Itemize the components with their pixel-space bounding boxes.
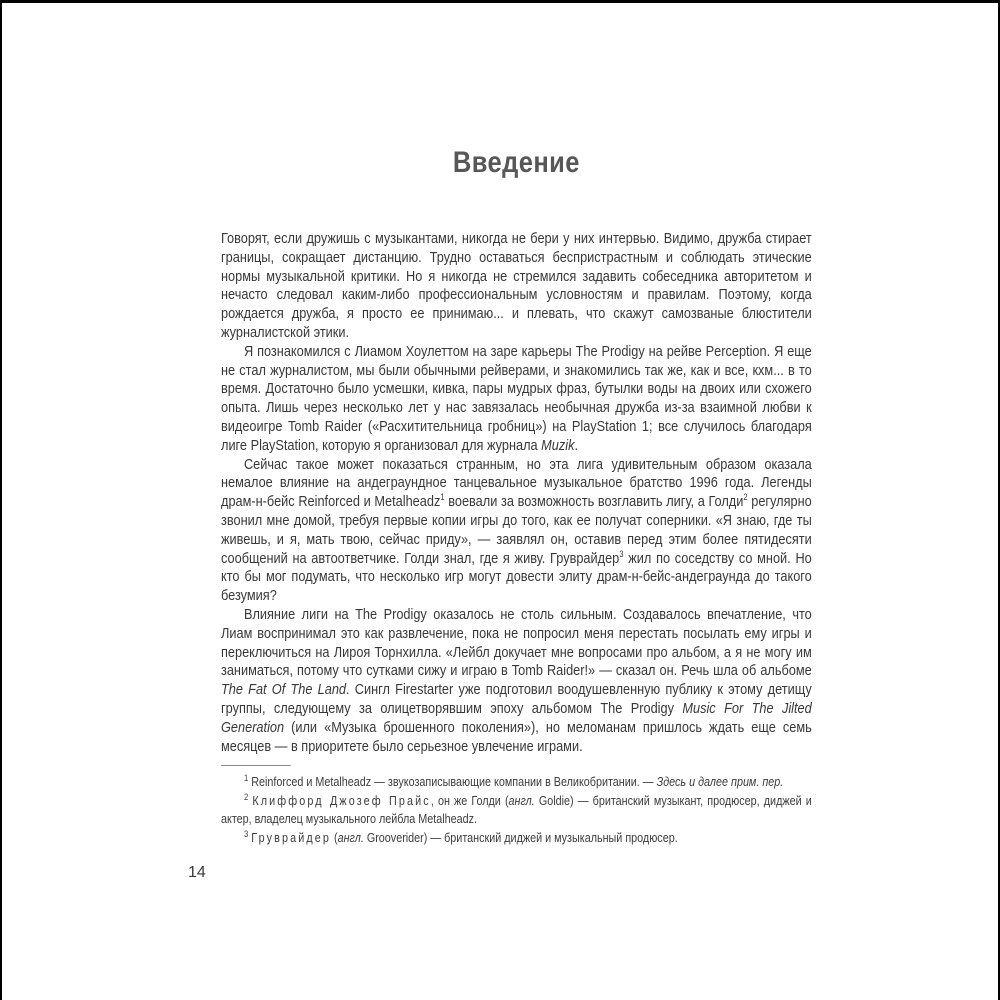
- chapter-title: Введение: [452, 146, 580, 179]
- text-run: Goldie) — британский музыкант, продюсер, диджей и актер, владелец музыкального лейбла Metalheadz.: [221, 793, 812, 827]
- paragraph: [221, 456, 812, 606]
- footnote-marker: 1: [243, 773, 249, 784]
- footnotes-list: [221, 773, 812, 847]
- text-run: воевали за возможность возглавить лигу, а Голди: [444, 493, 744, 511]
- page-number: 14: [188, 864, 206, 881]
- footnote-marker: 1: [440, 492, 445, 503]
- text-run: Я познакомился с Лиамом Хоулеттом на заре карьеры The Prodigy на рейве Perception. Я еще не стал журналистом, мы были обычными рейверами, и знакомились так же, как и все, кхм... в то время. Достаточно было усмешки, кивка, пары мудрых фраз, бутылки воды на двоих или схожего опыта. Лишь через несколько лет у нас завязалась необычная дружба из-за взаимной любви к видеоигре Tomb Raider («Расхитительница гробниц») на PlayStation 1; все случилось благодаря лиге PlayStation, которую я организовал для журнала: [221, 342, 812, 454]
- paragraph: [221, 230, 812, 343]
- footnote-marker: 3: [619, 548, 624, 559]
- paragraph: [221, 606, 812, 756]
- text-run: Здесь и далее прим. пер.: [656, 775, 784, 790]
- text-run: англ.: [337, 830, 364, 845]
- text-run: Music For The Jilted Generation: [221, 699, 812, 736]
- text-run: (: [331, 830, 338, 845]
- text-run: (или «Музыка брошенного поколения»), но меломанам пришлось ждать еще семь месяцев — в приоритете было серьезное увлечение играми.: [221, 718, 812, 755]
- text-run: , он же Голди (: [430, 793, 509, 808]
- footnote: [221, 792, 812, 829]
- text-run: регулярно звонил мне домой, требуя первые копии игры до того, как ее получат соперники. «Я знаю, где ты живешь, и я, мать твою, сейчас приду», — заявлял он, оставив перед этим более пятидесяти сообщений на автоответчике. Голди знал, где я живу. Груврайдер: [221, 493, 812, 567]
- text-run: Сейчас такое может показаться странным, но эта лига удивительным образом оказала немалое влияние на андеграундное танцевальное музыкальное братство 1996 года. Легенды драм-н-бейс Reinforced и Metalheadz: [221, 455, 812, 511]
- footnotes-section: [221, 765, 812, 847]
- text-run: The Fat Of The Land: [221, 681, 347, 699]
- paragraph: [221, 343, 812, 456]
- text-run: Говорят, если дружишь с музыкантами, никогда не бери у них интервью. Видимо, дружба стирает границы, сокращает дистанцию. Трудно оставаться беспристрастным и соблюдать этические нормы музыкальной критики. Но я никогда не стремился задавить собеседника авторитетом и нечасто следовал каким-либо профессиональным условностям и правилам. Поэтому, когда рождается дружба, я просто ее принимаю... и плевать, что скажут самозваные блюстители журналистской этики.: [221, 230, 812, 341]
- text-run: Reinforced и Metalheadz — звукозаписывающие компании в Великобритании. —: [248, 775, 657, 790]
- body-text-block: [221, 230, 812, 756]
- text-run: Muzik: [541, 436, 575, 454]
- footnote-separator-rule: [221, 765, 291, 766]
- text-run: Влияние лиги на The Prodigy оказалось не столь сильным. Создавалось впечатление, что Лиам воспринимал это как развлечение, пока не попросил меня перестать посылать ему игры и переключиться на Лироя Торнхилла. «Лейбл докучает мне вопросами про альбом, а я не могу им заниматься, потому что сутками сижу и играю в Tomb Raider!» — сказал он. Речь шла об альбоме: [221, 605, 812, 680]
- text-run: Grooverider) — британский диджей и музыкальный продюсер.: [363, 830, 678, 845]
- text-run: Груврайдер: [251, 830, 332, 845]
- footnote: [221, 773, 812, 792]
- text-run: жил по соседству со мной. Но кто бы мог подумать, что несколько игр могут довести элиту драм-н-бейс-андеграунда до такого безумия?: [221, 549, 812, 605]
- footnote-marker: 2: [743, 492, 748, 503]
- text-run: англ.: [508, 793, 535, 808]
- footnote: [221, 829, 812, 848]
- text-run: Клиффорд Джозеф Прайс: [252, 793, 431, 808]
- page-content: [221, 0, 812, 847]
- text-run: .: [574, 436, 579, 454]
- footnote-marker: 2: [243, 791, 249, 802]
- footnote-marker: 3: [243, 828, 249, 839]
- text-run: . Сингл Firestarter уже подготовил воодушевленную публику к этому детищу группы, следующему за олицетворявшим эпоху альбомом The Prodigy: [221, 681, 812, 717]
